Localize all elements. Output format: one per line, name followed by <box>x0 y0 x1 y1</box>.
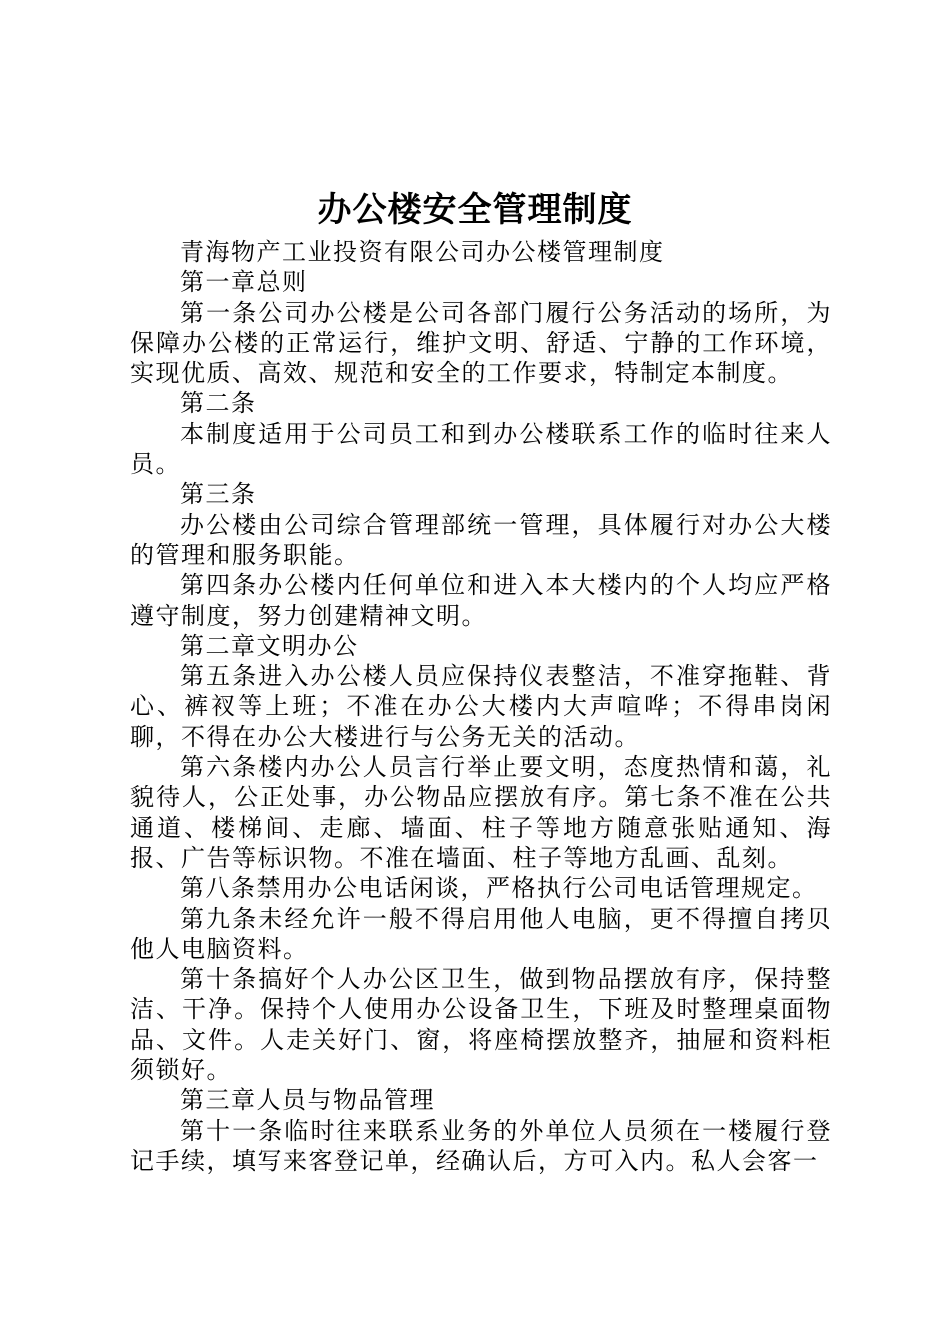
paragraph: 第九条未经允许一般不得启用他人电脑，更不得擅自拷贝他人电脑资料。 <box>130 904 832 963</box>
paragraph: 办公楼由公司综合管理部统一管理，具体履行对办公大楼的管理和服务职能。 <box>130 510 832 569</box>
paragraph: 第八条禁用办公电话闲谈，严格执行公司电话管理规定。 <box>180 874 818 903</box>
paragraph: 第三条 <box>180 480 257 509</box>
paragraph: 青海物产工业投资有限公司办公楼管理制度 <box>180 238 665 266</box>
paragraph: 本制度适用于公司员工和到办公楼联系工作的临时往来人员。 <box>130 419 832 479</box>
paragraph: 第四条办公楼内任何单位和进入本大楼内的个人均应严格遵守制度，努力创建精神文明。 <box>130 571 832 630</box>
paragraph: 第十条搞好个人办公区卫生，做到物品摆放有序，保持整洁、干净。保持个人使用办公设备卫生，下班及时整理桌面物品、文件。人走关好门、窗，将座椅摆放整齐，抽屉和资料柜须锁好。 <box>130 965 832 1085</box>
paragraph: 第三章人员与物品管理 <box>180 1086 435 1115</box>
document-body <box>130 237 832 1176</box>
paragraph: 第十一条临时往来联系业务的外单位人员须在一楼履行登记手续，填写来客登记单，经确认后，方可入内。私人会客一 <box>130 1116 832 1175</box>
paragraph: 第一条公司办公楼是公司各部门履行公务活动的场所，为保障办公楼的正常运行，维护文明、舒适、宁静的工作环境，实现优质、高效、规范和安全的工作要求，特制定本制度。 <box>130 298 832 388</box>
paragraph: 第二章文明办公 <box>180 631 359 660</box>
document-title: 办公楼安全管理制度 <box>317 190 633 230</box>
paragraph: 第五条进入办公楼人员应保持仪表整洁，不准穿拖鞋、背心、裤衩等上班；不准在办公大楼内大声喧哗；不得串岗闲聊，不得在办公大楼进行与公务无关的活动。 <box>130 662 832 751</box>
paragraph: 第二条 <box>180 389 257 418</box>
paragraph: 第六条楼内办公人员言行举止要文明，态度热情和蔼，礼貌待人，公正处事，办公物品应摆放有序。第七条不准在公共通道、楼梯间、走廊、墙面、柱子等地方随意张贴通知、海报、广告等标识物。不准在墙面、柱子等地方乱画、乱刻。 <box>130 753 832 872</box>
paragraph: 第一章总则 <box>180 268 308 297</box>
